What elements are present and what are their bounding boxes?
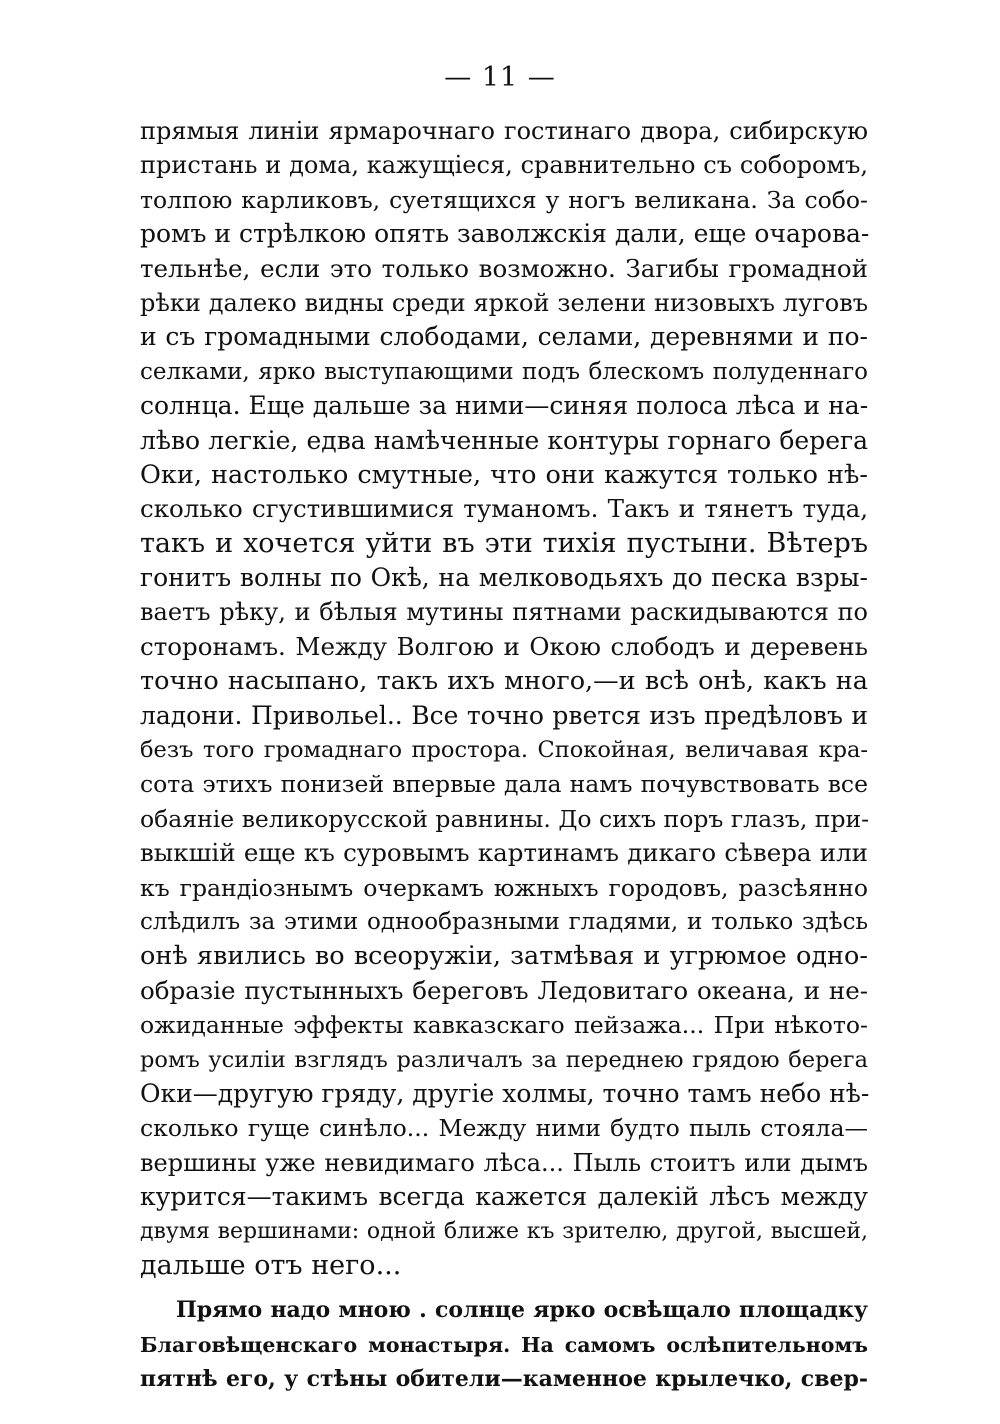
paragraph [140,1293,868,1396]
text-line: обаяніе великорусской равнины. До сихъ поръ глазъ, при- [140,804,870,833]
text-line: лѣво легкіе, едва намѣченные контуры горнаго берега [140,425,868,455]
text-line: ладони. Привольеl.. Все точно рвется изъ предѣловъ и [140,700,868,730]
text-line: Оки—другую гряду, другіе холмы, точно тамъ небо нѣ- [140,1078,870,1108]
text-line: сторонамъ. Между Волгою и Окою слободъ и деревень [140,631,868,661]
text-line: выкшій еще къ суровымъ картинамъ дикаго сѣвера или [140,838,868,868]
text-line: ожиданные эффекты кавказскаго пейзажа... При нѣкото- [140,1011,868,1040]
text-line: безъ того громаднаго простора. Спокойная, величавая кра- [140,737,868,764]
text-line: Благовѣщенскаго монастыря. На самомъ ослѣпительномъ [140,1332,868,1357]
paragraph-gap [140,1283,868,1293]
text-line: дальше отъ него... [140,1249,402,1281]
text-line: курится—такимъ всегда кажется далекій лѣсъ между [140,1182,868,1212]
text-line: образіе пустынныхъ береговъ Ледовитаго океана, и не- [140,975,868,1005]
text-line: и съ громадными слободами, селами, деревнями и по- [140,322,868,352]
text-line: гонитъ волны по Окѣ, на мелководьяхъ до песка взры- [140,563,868,593]
text-line: тельнѣе, если это только возможно. Загибы громадной [140,253,868,283]
text-line: къ грандіознымъ очеркамъ южныхъ городовъ, разсѣянно [140,873,868,902]
text-line: онѣ явились во всеоружіи, затмѣвая и угрюмое одно- [140,941,868,972]
text-line: ваетъ рѣку, и бѣлыя мутины пятнами раскидываются по [140,598,868,627]
text-line: точно насыпано, такъ ихъ много,—и всѣ онѣ, какъ на [140,666,868,697]
body-text [140,114,868,1396]
text-line: толпою карликовъ, суетящихся у ногъ великана. За собо- [140,185,868,214]
text-line: ромъ усиліи взглядъ различалъ за переднею грядою берега [140,1046,868,1073]
paragraph [140,114,868,1283]
text-line: Прямо надо мною . солнце ярко освѣщало площадку [176,1297,868,1324]
text-line: солнца. Еще дальше за ними—синяя полоса лѣса и на- [140,391,869,421]
text-line: селками, ярко выступающими подъ блескомъ полуденнаго [140,358,868,385]
page-number: — 11 — [444,62,556,93]
text-line: двумя вершинами: одной ближе къ зрителю, другой, высшей, [140,1218,868,1244]
text-line: вершины уже невидимаго лѣса... Пыль стоитъ или дымъ [140,1148,868,1177]
text-line: пятнѣ его, у стѣны обители—каменное крылечко, свер- [140,1366,868,1393]
text-line: сота этихъ понизей впервые дала намъ почувствовать все [140,770,868,799]
text-line: сколько гуще синѣло... Между ними будто пыль стояла— [140,1114,868,1143]
text-line: ромъ и стрѣлкою опять заволжскія дали, еще очарова- [140,219,870,249]
text-line: прямыя линіи ярмарочнаго гостинаго двора, сибирскую [140,117,868,145]
text-line: такъ и хочется уйти въ эти тихія пустыни. Вѣтеръ [140,527,868,559]
text-line: слѣдилъ за этими однообразными гладями, и только здѣсь [140,908,868,935]
text-line: Оки, настолько смутные, что они кажутся только нѣ- [140,459,868,490]
text-line: сколько сгустившимися туманомъ. Такъ и тянетъ туда, [140,494,868,524]
text-line: рѣки далеко видны среди яркой зелени низовыхъ луговъ [140,288,868,317]
text-line: пристань и дома, кажущіеся, сравнительно съ соборомъ, [140,151,868,180]
